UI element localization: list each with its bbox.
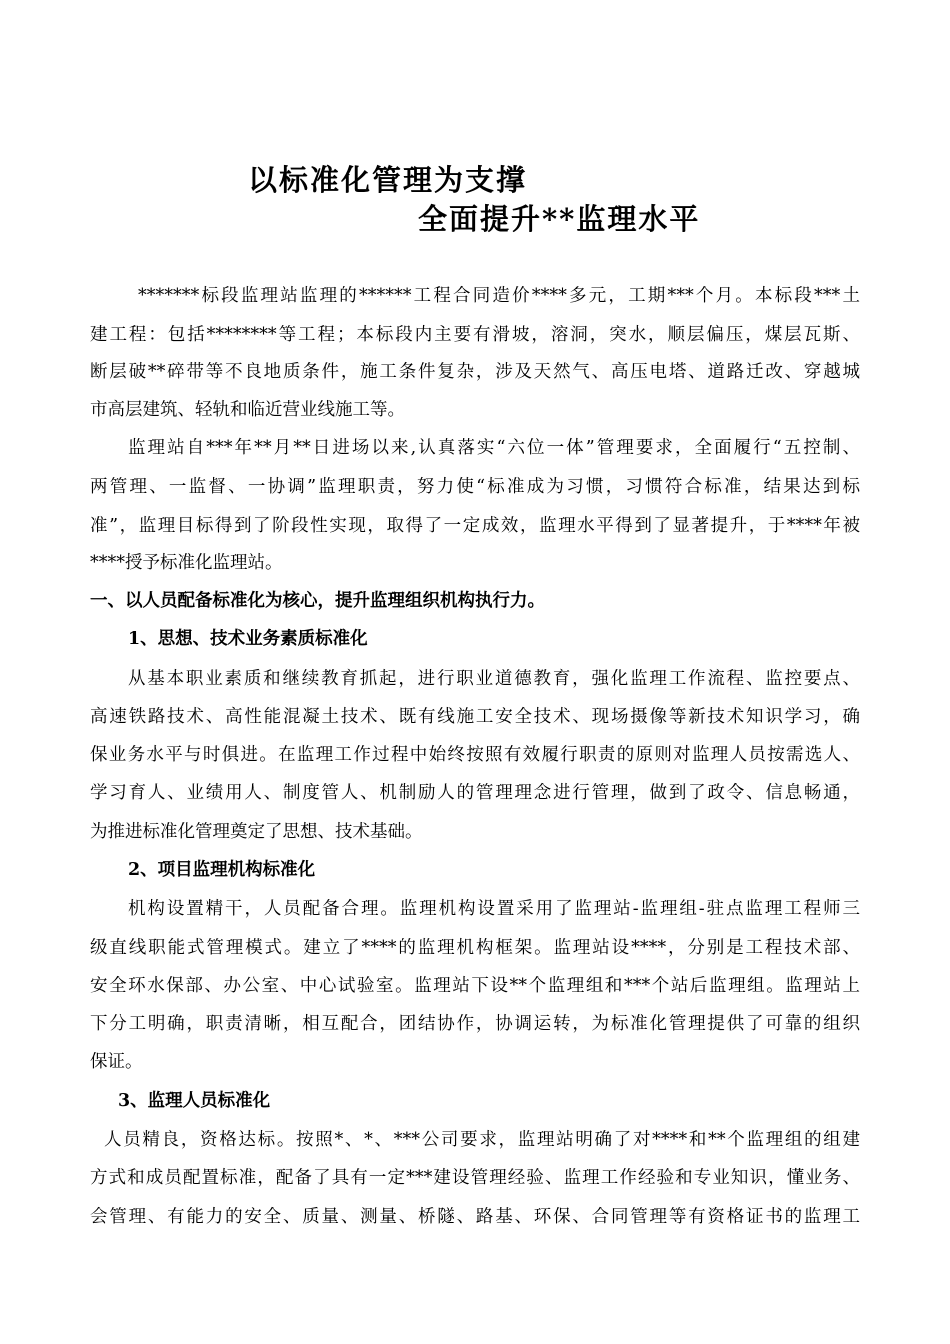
- subsection-heading-2: 2、项目监理机构标准化: [128, 860, 316, 880]
- para2-line: ****授予标准化监理站。: [90, 553, 283, 573]
- sub2-line: 保证。: [90, 1052, 143, 1072]
- para2-line: 监理站自***年**月**日进场以来,认真落实“六位一体”管理要求，全面履行“五控制、: [128, 438, 860, 458]
- sub2-line: 级直线职能式管理模式。建立了****的监理机构框架。监理站设****，分别是工程技术部、: [90, 938, 860, 958]
- title-line-1: 以标准化管理为支撑: [248, 163, 528, 197]
- title-line-2: 全面提升**监理水平: [418, 202, 701, 236]
- para1-line: *******标段监理站监理的******工程合同造价****多元，工期***个月。本标段***土: [138, 286, 860, 306]
- para1-line: 断层破**碎带等不良地质条件，施工条件复杂，涉及天然气、高压电塔、道路迁改、穿越城: [90, 362, 860, 382]
- subsection-heading-1: 1、思想、技术业务素质标准化: [128, 629, 368, 649]
- sub1-line: 从基本职业素质和继续教育抓起，进行职业道德教育，强化监理工作流程、监控要点、: [128, 669, 860, 689]
- subsection-heading-3: 3、监理人员标准化: [118, 1091, 271, 1111]
- sub3-line: 会管理、有能力的安全、质量、测量、桥隧、路基、环保、合同管理等有资格证书的监理工: [90, 1207, 860, 1227]
- sub3-line: 人员精良，资格达标。按照*、*、***公司要求，监理站明确了对****和**个监理组的组建: [104, 1130, 860, 1150]
- para2-line: 准”，监理目标得到了阶段性实现，取得了一定成效，监理水平得到了显著提升，于****年被: [90, 516, 860, 536]
- sub2-line: 机构设置精干，人员配备合理。监理机构设置采用了监理站-监理组-驻点监理工程师三: [128, 899, 860, 919]
- section-heading-1: 一、以人员配备标准化为核心，提升监理组织机构执行力。: [90, 591, 545, 611]
- para1-line: 市高层建筑、轻轨和临近营业线施工等。: [90, 400, 405, 420]
- para2-line: 两管理、一监督、一协调”监理职责，努力使“标准成为习惯，习惯符合标准，结果达到标: [90, 477, 860, 497]
- sub1-line: 保业务水平与时俱进。在监理工作过程中始终按照有效履行职责的原则对监理人员按需选人、: [90, 745, 860, 765]
- sub1-line: 高速铁路技术、高性能混凝土技术、既有线施工安全技术、现场摄像等新技术知识学习，确: [90, 707, 860, 727]
- para1-line: 建工程：包括********等工程；本标段内主要有滑坡，溶洞，突水，顺层偏压，煤层瓦斯、: [90, 325, 860, 345]
- sub1-line: 为推进标准化管理奠定了思想、技术基础。: [90, 822, 423, 842]
- sub2-line: 下分工明确，职责清晰，相互配合，团结协作，协调运转，为标准化管理提供了可靠的组织: [90, 1014, 860, 1034]
- sub1-line: 学习育人、业绩用人、制度管人、机制励人的管理理念进行管理，做到了政令、信息畅通，: [90, 783, 860, 803]
- sub3-line: 方式和成员配置标准，配备了具有一定***建设管理经验、监理工作经验和专业知识，懂业务、: [90, 1168, 860, 1188]
- sub2-line: 安全环水保部、办公室、中心试验室。监理站下设**个监理组和***个站后监理组。监理站上: [90, 976, 860, 996]
